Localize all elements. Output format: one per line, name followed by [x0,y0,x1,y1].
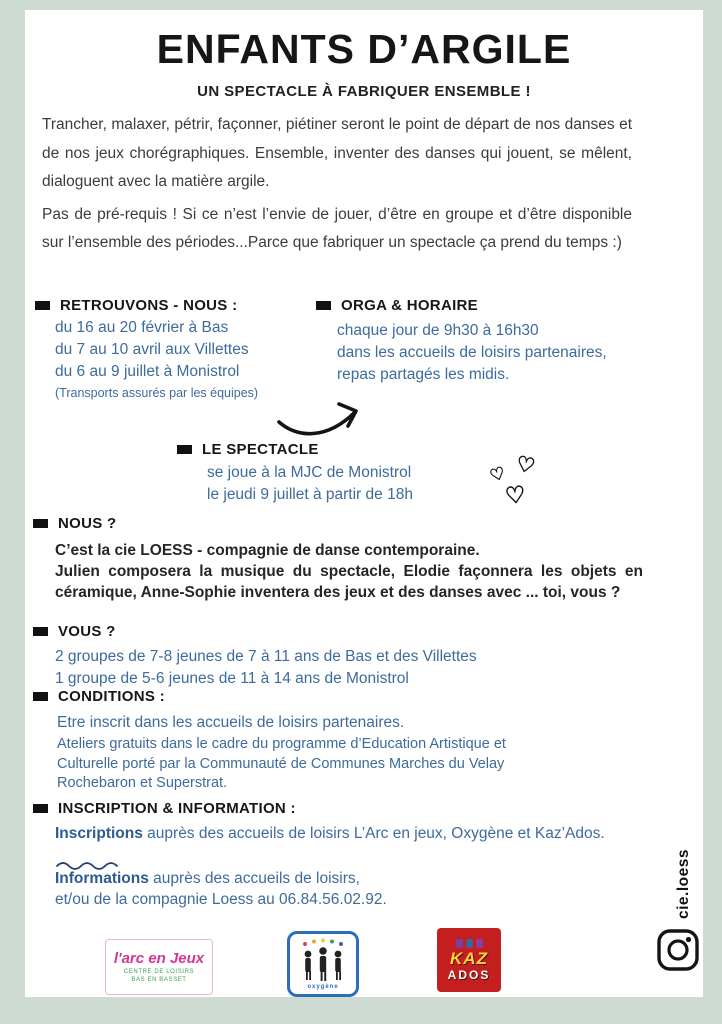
informations-label: Informations [55,870,149,887]
flyer-sheet [25,10,703,997]
hearts-doodle [480,452,575,514]
bullet-icon [177,445,192,454]
page-subtitle: UN SPECTACLE À FABRIQUER ENSEMBLE ! [197,83,531,100]
kaz-deco-block [466,939,473,948]
heading-label: INSCRIPTION & INFORMATION : [58,800,296,817]
section-heading-retrouvons [35,297,237,314]
conditions-line: Etre inscrit dans les accueils de loisirs partenaires. [57,714,405,731]
arc-logo-title: l'arc en Jeux [113,950,205,967]
date-line: du 6 au 9 juillet à Monistrol [55,363,240,380]
arc-logo-subtitle: CENTRE DE LOISIRS [123,969,195,975]
instagram-icon [655,927,701,973]
groups-details [55,646,477,690]
intro-paragraph-1: Trancher, malaxer, pétrir, façonner, piétiner seront le point de départ de nos danses et de nos jeux chorégraphiques. Ensemble, inventer des danses qui jouent, se mêlent, dialoguent avec la matière argile. [42,116,632,190]
heart-icon: ♡ [503,480,527,510]
show-line: le jeudi 9 juillet à partir de 18h [207,486,413,503]
heart-icon: ♡ [513,452,538,479]
kaz-decoration [456,939,483,948]
heading-label: LE SPECTACLE [202,441,319,458]
transport-note: (Transports assurés par les équipes) [55,386,259,400]
inscriptions-paragraph [55,823,610,844]
bullet-icon [35,301,50,310]
section-heading-orga [316,297,478,314]
group-line: 1 groupe de 5-6 jeunes de 11 à 14 ans de Monistrol [55,670,409,687]
intro-paragraph-2: Pas de pré-requis ! Si ce n’est l’envie de jouer, d’être en groupe et d’être disponible sur l’ensemble des périodes...Parce que fabriquer un spectacle ça prend du temps :) [42,206,632,251]
heart-icon: ♡ [487,463,508,486]
inscriptions-label: Inscriptions [55,825,143,842]
date-line: du 16 au 20 février à Bas [55,319,229,336]
retrouvons-dates [55,317,258,402]
team-description: Julien composera la musique du spectacle, Elodie façonnera les objets en céramique, Anne-Sophie inventera des jeux et des danses avec ... toi, vous ? [55,563,643,601]
bullet-icon [33,627,48,636]
conditions-paragraph: Ateliers gratuits dans le cadre du programme d’Education Artistique et Culturelle porté par la Communauté de Communes Marches du Velay Rochebaron et Superstrat. [57,736,506,791]
section-heading-spectacle [177,441,319,458]
logo-kaz-ados [437,928,501,992]
schedule-line: chaque jour de 9h30 à 16h30 [337,322,539,339]
oxygene-logo-title: oxygène [307,983,339,990]
bullet-icon [316,301,331,310]
logo-arc-en-jeux [105,939,213,995]
orga-details [337,320,607,386]
instagram-handle: cie.loess [675,849,692,919]
arrow-doodle-icon [275,396,373,440]
logo-oxygene [287,931,359,997]
kaz-logo-word: ADOS [447,967,491,982]
inscriptions-text: auprès des accueils de loisirs L’Arc en jeux, Oxygène et Kaz’Ados. [142,825,605,842]
informations-text: auprès des accueils de loisirs, [148,870,360,887]
date-line: du 7 au 10 avril aux Villettes [55,341,249,358]
company-line: C’est la cie LOESS - compagnie de danse contemporaine. [55,542,480,559]
bullet-icon [33,519,48,528]
group-line: 2 groupes de 7-8 jeunes de 7 à 11 ans de Bas et des Villettes [55,648,477,665]
bullet-icon [33,804,48,813]
schedule-line: dans les accueils de loisirs partenaires, [337,344,607,361]
heading-label: RETROUVONS - NOUS : [60,297,238,314]
kaz-deco-block [476,939,483,948]
section-heading-vous [33,623,116,640]
arc-logo-subtitle: BAS EN BASSET [131,977,187,983]
page-title: ENFANTS D’ARGILE [156,26,572,72]
oxygene-figures-icon [292,938,354,984]
section-heading-nous [33,515,116,532]
spectacle-details [207,462,413,506]
section-heading-conditions [33,688,165,705]
heading-label: VOUS ? [58,623,116,640]
heading-label: ORGA & HORAIRE [341,297,478,314]
schedule-line: repas partagés les midis. [337,366,510,383]
informations-paragraph [55,868,610,889]
heading-label: CONDITIONS : [58,688,165,705]
show-line: se joue à la MJC de Monistrol [207,464,412,481]
heading-label: NOUS ? [58,515,117,532]
bullet-icon [33,692,48,701]
contact-line: et/ou de la compagnie Loess au 06.84.56.02.92. [55,891,387,908]
section-heading-inscription [33,800,296,817]
kaz-logo-word: KAZ [450,948,488,968]
kaz-deco-block [456,939,463,948]
